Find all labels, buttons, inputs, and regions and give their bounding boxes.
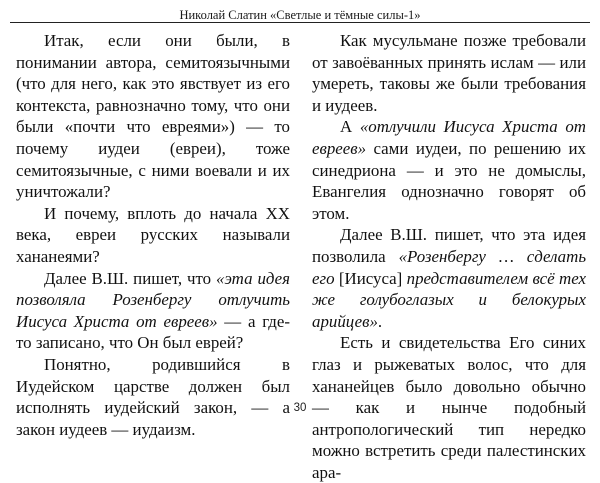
- bracket-insert: [Иисуса]: [334, 268, 407, 288]
- paragraph-tail: .: [377, 311, 383, 331]
- paragraph: Понятно, родившийся в Иудейском царстве должен был исполнять иудейский закон, — а закон иудеев — иудаизм.: [16, 354, 290, 439]
- paragraph-lead: Далее В.Ш. пишет, что: [44, 268, 217, 288]
- paragraph-lead: А: [340, 117, 360, 137]
- italic-quote: «эта идея позволяла Розенбергу отлучить Иисуса Христа от евреев»: [16, 268, 290, 331]
- paragraph: Итак, если они были, в понимании автора, семитоязычными (что для него, как это явствует из его контекста, равнозначно тому, что они были «почти что евреями») — то почему иудеи (евреи), тоже семитоязычные, с ними воевали и их уничтожали?: [16, 31, 290, 202]
- paragraph-tail: сами иудеи, по решению их синедриона — и это не домыслы, Евангелия однозначно говорят об этом.: [312, 138, 586, 223]
- paragraph: [312, 224, 586, 332]
- paragraph: [16, 268, 290, 354]
- page-number: 30: [293, 402, 307, 414]
- paragraph-lead: Далее В.Ш. пишет, что эта идея позволила: [312, 225, 586, 266]
- header-rule: [10, 22, 590, 23]
- paragraph: И почему, вплоть до начала XX века, евреи русских называли хананеями?: [16, 203, 290, 266]
- left-column: [16, 30, 291, 439]
- paragraph-tail: — а где-то записано, что Он был еврей?: [16, 311, 291, 353]
- paragraph: [312, 116, 586, 224]
- running-title: Николай Слатин «Светлые и тёмные силы-1»: [179, 8, 421, 22]
- paragraph: Есть и свидетельства Его синих глаз и рыжеватых волос, что для хананейцев было довольно обычно — как и нынче подобный антропологический тип нередко можно встретить среди палестинских ара-: [312, 333, 586, 482]
- italic-quote: «Розенбергу … сделать его: [312, 246, 587, 288]
- right-column: [312, 30, 587, 482]
- paragraph: Как мусульмане позже требовали от завоёванных принять ислам — или умереть, таковы же были требования и иудеев.: [312, 31, 586, 115]
- italic-quote: «отлучили Иисуса Христа от евреев»: [312, 117, 587, 158]
- italic-quote: представителем всё тех же голубоглазых и белокурых арийцев»: [312, 268, 586, 331]
